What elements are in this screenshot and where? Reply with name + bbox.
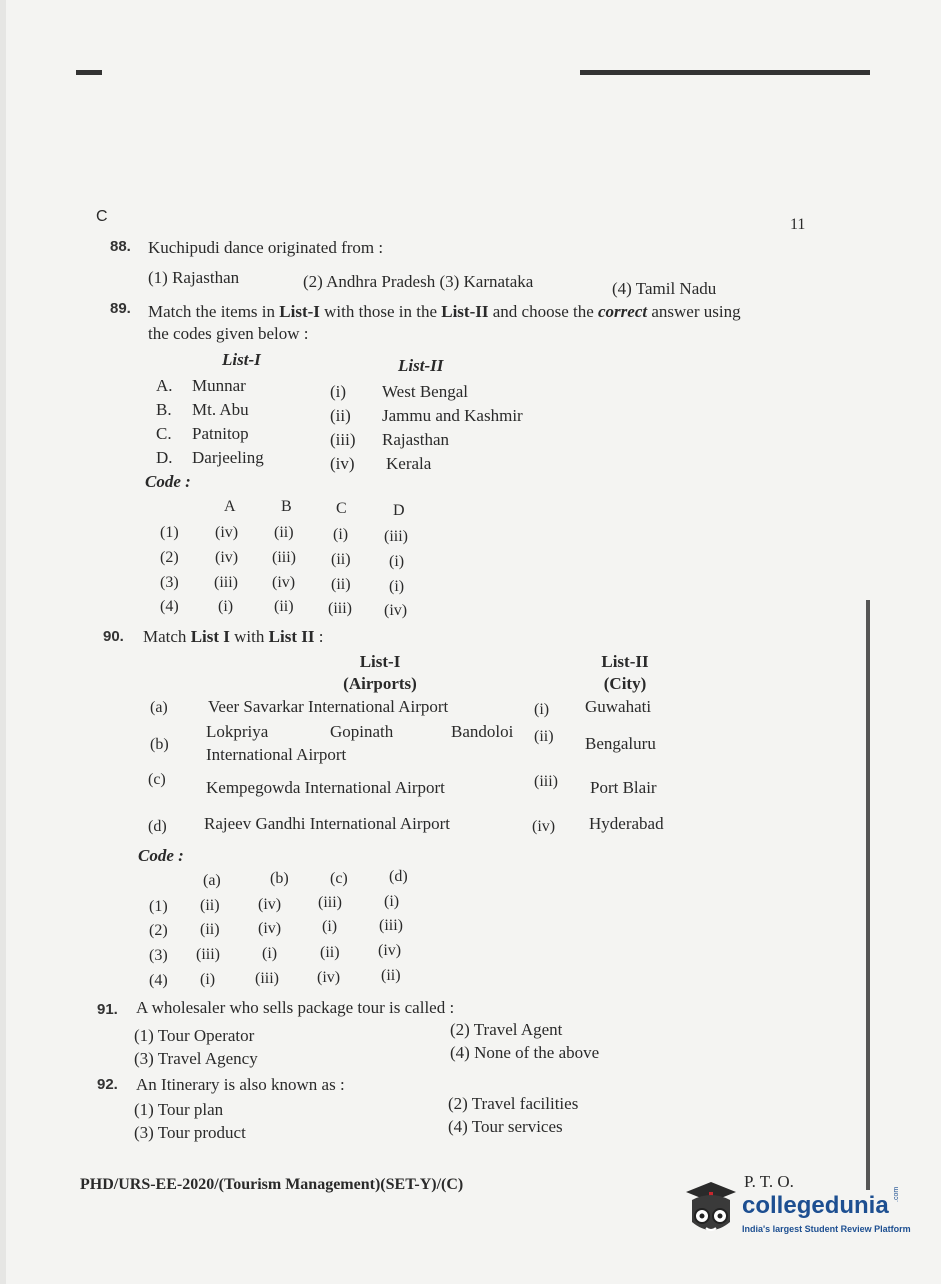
list2-title: List-II <box>398 356 444 375</box>
code-header: (a) <box>203 872 221 889</box>
list2-subtitle: (City) <box>603 674 647 693</box>
code-header: (b) <box>270 870 289 887</box>
option-2: (2) Travel Agent <box>450 1020 563 1039</box>
scan-edge-right <box>866 600 870 1190</box>
list2-title: List-II <box>601 652 649 671</box>
option-2-3: (2) Andhra Pradesh (3) Karnataka <box>303 272 534 291</box>
page-shadow <box>0 0 6 1284</box>
code-label: Code : <box>138 846 184 865</box>
option-4: (4) None of the above <box>450 1043 600 1062</box>
logo-tagline: India's largest Student Review Platform <box>742 1224 911 1234</box>
question-number: 90. <box>103 628 124 645</box>
code-header: B <box>281 498 292 515</box>
list1-subtitle: (Airports) <box>343 674 417 693</box>
option-3: (3) Travel Agency <box>134 1049 258 1068</box>
option-1: (1) Tour plan <box>134 1100 224 1119</box>
logo-com: .com <box>893 1186 900 1202</box>
scan-bar-right <box>580 70 870 75</box>
code-header: (c) <box>330 870 348 887</box>
question-text: Kuchipudi dance originated from : <box>148 238 384 257</box>
code-header: A <box>224 498 236 515</box>
option-1: (1) Tour Operator <box>134 1026 255 1045</box>
question-text: Match List I with List II : <box>143 627 324 646</box>
question-text: An Itinerary is also known as : <box>136 1075 345 1094</box>
set-letter: C <box>96 208 108 225</box>
paper-code: PHD/URS-EE-2020/(Tourism Management)(SET-Y)/(C) <box>80 1176 464 1193</box>
question-text: A wholesaler who sells package tour is called : <box>136 998 455 1017</box>
logo-name: collegedunia <box>742 1192 889 1219</box>
code-header: (d) <box>389 868 408 885</box>
option-4: (4) Tamil Nadu <box>612 279 717 298</box>
pto: P. T. O. <box>744 1172 794 1191</box>
code-header: D <box>393 502 405 519</box>
page-number: 11 <box>790 216 806 233</box>
option-4: (4) Tour services <box>448 1117 563 1136</box>
question-number: 91. <box>97 1001 118 1018</box>
question-number: 92. <box>97 1076 118 1093</box>
code-header: C <box>336 500 347 517</box>
option-2: (2) Travel facilities <box>448 1094 579 1113</box>
question-text-line1: Match the items in List-I with those in the List-II and choose the correct answer using <box>148 302 741 321</box>
option-1: (1) Rajasthan <box>148 268 240 287</box>
logo-mascot-icon <box>682 1180 740 1242</box>
list1-title: List-I <box>359 652 401 671</box>
list1-title: List-I <box>222 350 261 369</box>
question-text-line2: the codes given below : <box>148 324 309 343</box>
scan-bar-left <box>76 70 102 75</box>
question-number: 88. <box>110 238 131 255</box>
question-number: 89. <box>110 300 131 317</box>
option-3: (3) Tour product <box>134 1123 246 1142</box>
code-label: Code : <box>145 472 191 491</box>
